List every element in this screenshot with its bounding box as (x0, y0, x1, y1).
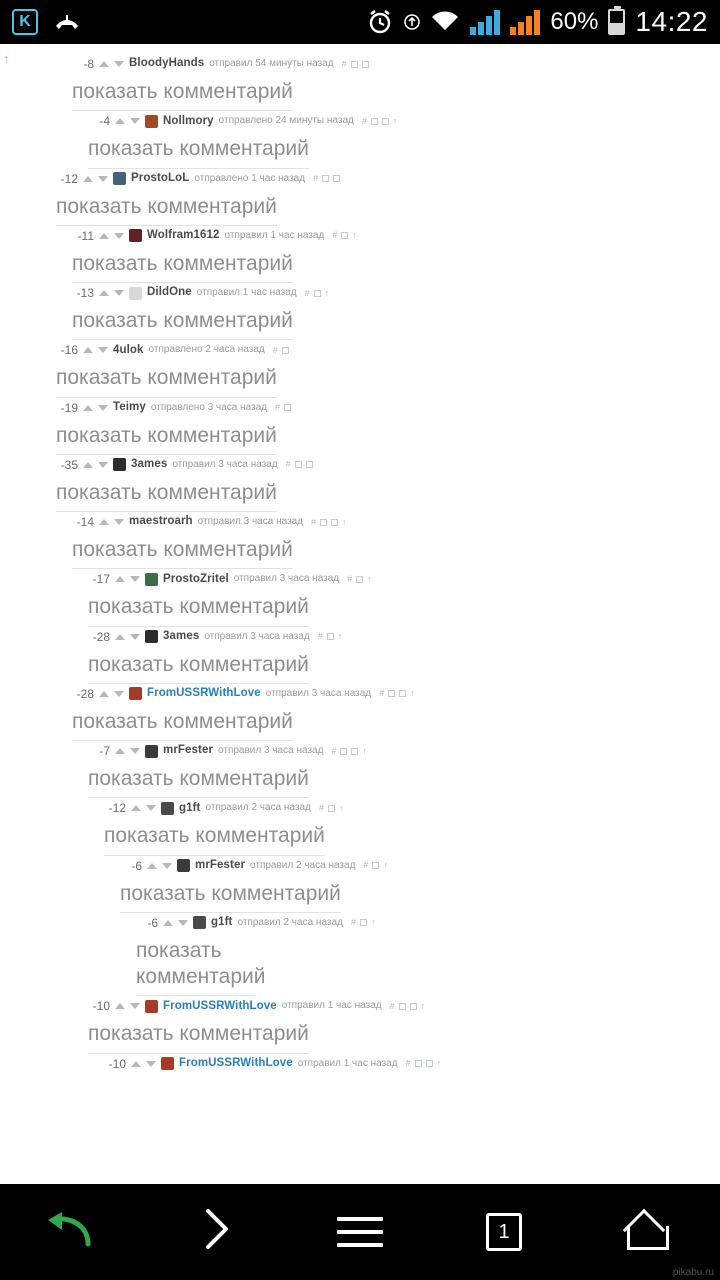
show-comment-link[interactable]: показать комментарий (88, 1016, 309, 1053)
browser-nav-bar (0, 1184, 720, 1280)
comment-box-icon[interactable] (295, 461, 302, 468)
comment-item (0, 56, 720, 111)
comment-box-icon[interactable] (333, 175, 340, 182)
comment-box-icon[interactable] (284, 404, 291, 411)
comment-anchor-icon[interactable]: # (317, 631, 323, 641)
vote-down-icon[interactable] (130, 576, 140, 582)
wifi-icon (430, 10, 460, 34)
comment-timestamp: отправил 2 часа назад (250, 859, 356, 871)
comment-author[interactable]: mrFester (163, 744, 214, 757)
comment-item (0, 514, 720, 569)
show-comment-link[interactable]: показать комментарий (88, 589, 309, 626)
comment-box-icon[interactable] (320, 519, 327, 526)
vote-up-icon[interactable] (99, 691, 109, 697)
comment-item (0, 285, 720, 340)
show-comment-link[interactable]: показать комментарий (72, 303, 293, 340)
comment-header (56, 400, 720, 416)
show-comment-link[interactable]: показать комментарий (88, 131, 309, 168)
avatar (129, 687, 142, 700)
comment-timestamp: отправлено 2 часа назад (148, 344, 265, 356)
comment-header (72, 56, 720, 72)
comment-actions (311, 518, 347, 527)
comment-item (0, 800, 720, 855)
comment-author[interactable]: mrFester (195, 858, 246, 871)
back-arrow-icon (44, 1204, 100, 1261)
comment-header (88, 743, 720, 759)
comment-parent-arrow-icon[interactable]: ↑ (367, 573, 372, 584)
comment-author[interactable]: ProstoLoL (131, 171, 190, 184)
forward-chevron-icon (201, 1207, 231, 1258)
show-comment-link[interactable]: показать комментарий (72, 532, 293, 569)
vote-down-icon[interactable] (114, 233, 124, 239)
status-bar (0, 0, 720, 44)
comment-actions (318, 632, 343, 641)
battery-percent-label: 60% (550, 8, 599, 35)
comment-parent-arrow-icon[interactable]: ↑ (410, 688, 415, 699)
vote-down-icon[interactable] (114, 290, 124, 296)
comment-score: -11 (77, 228, 94, 243)
comment-parent-arrow-icon[interactable]: ↑ (352, 230, 357, 241)
comment-header (56, 457, 720, 473)
show-comment-link[interactable]: показать комментарий (56, 189, 277, 226)
comment-score: -6 (131, 858, 142, 873)
vote-up-icon[interactable] (83, 405, 93, 411)
comment-box-icon[interactable] (341, 232, 348, 239)
comment-item (0, 113, 720, 168)
comment-timestamp: отправил 3 часа назад (265, 687, 372, 699)
comment-timestamp: отправлено 24 минуты назад (218, 115, 354, 127)
comment-item (0, 629, 720, 684)
comment-score: -12 (108, 801, 126, 816)
comment-header (56, 342, 720, 358)
comment-header (72, 686, 720, 702)
comment-author[interactable]: FromUSSRWithLove (179, 1056, 293, 1069)
comment-actions (351, 918, 376, 927)
comment-box-icon[interactable] (356, 576, 363, 583)
menu-button[interactable] (312, 1196, 408, 1268)
avatar (145, 745, 158, 758)
comment-anchor-icon[interactable]: # (405, 1058, 411, 1068)
comment-author[interactable]: ProstoZritel (163, 572, 229, 585)
show-comment-link[interactable]: показать комментарий (72, 704, 293, 741)
forward-button[interactable] (168, 1196, 264, 1268)
alarm-clock-icon (366, 8, 394, 36)
comment-parent-arrow-icon[interactable]: ↑ (420, 1000, 426, 1011)
comment-score: -19 (60, 400, 78, 415)
vote-down-icon[interactable] (130, 748, 140, 754)
status-bar-clock: 14:22 (635, 6, 708, 37)
vote-down-icon[interactable] (98, 405, 108, 411)
scroll-up-arrow-icon: ↑ (3, 51, 10, 66)
comment-timestamp: отправил 2 часа назад (205, 802, 311, 814)
comment-actions (275, 403, 291, 412)
show-comment-link[interactable]: показать комментарий (120, 876, 341, 913)
vote-up-icon[interactable] (131, 1061, 141, 1067)
comment-score: -35 (60, 457, 78, 472)
vote-down-icon[interactable] (130, 1003, 140, 1009)
comment-timestamp: отправил 3 часа назад (218, 745, 324, 756)
comment-anchor-icon[interactable]: # (361, 115, 367, 126)
vote-up-icon[interactable] (115, 1003, 125, 1009)
comment-score: -16 (60, 343, 78, 358)
comment-actions (332, 231, 357, 240)
comment-anchor-icon[interactable]: # (318, 802, 324, 813)
vote-up-icon[interactable] (83, 176, 93, 182)
comment-item (0, 858, 720, 913)
comment-actions (286, 460, 313, 469)
vote-up-icon[interactable] (99, 61, 109, 67)
comment-author[interactable]: Wolfram1612 (147, 229, 220, 241)
comment-actions (363, 861, 388, 870)
comment-author[interactable]: 3ames (131, 458, 168, 470)
comment-anchor-icon[interactable]: # (275, 402, 281, 412)
comment-header (72, 285, 720, 301)
comment-box-icon[interactable] (399, 1003, 406, 1010)
comment-timestamp: отправил 3 часа назад (197, 516, 304, 527)
comment-item (0, 743, 720, 798)
avatar (145, 573, 158, 586)
comment-anchor-icon[interactable]: # (311, 516, 317, 527)
comment-box-icon[interactable] (388, 690, 395, 697)
avatar (193, 916, 206, 929)
avatar (161, 1057, 174, 1070)
comment-header (88, 998, 720, 1014)
signal-bars-icon (470, 9, 500, 35)
comment-actions (331, 747, 367, 756)
comment-item (0, 915, 720, 997)
comment-timestamp: отправил 1 час назад (196, 287, 297, 298)
comment-score: -13 (76, 286, 94, 300)
avatar (145, 115, 158, 128)
comment-item (0, 342, 720, 397)
status-bar-right (366, 6, 708, 38)
comment-score: -10 (92, 999, 110, 1014)
comment-item (0, 998, 720, 1053)
vote-up-icon[interactable] (115, 118, 125, 124)
back-button[interactable] (24, 1196, 120, 1268)
comment-anchor-icon[interactable]: # (379, 688, 385, 699)
status-bar-left (12, 9, 80, 35)
avatar (145, 1000, 158, 1013)
comment-box-icon[interactable] (314, 290, 321, 297)
comment-item (0, 171, 720, 226)
kate-mobile-icon: K (12, 9, 38, 35)
vote-up-icon[interactable] (99, 290, 109, 296)
comment-score: -14 (76, 515, 94, 529)
vote-down-icon[interactable] (98, 176, 108, 182)
comment-parent-arrow-icon[interactable]: ↑ (392, 115, 398, 126)
comment-author[interactable]: BloodyHands (129, 57, 205, 70)
vote-down-icon[interactable] (130, 634, 140, 640)
comment-parent-arrow-icon[interactable]: ↑ (337, 631, 343, 641)
comment-actions (319, 804, 344, 813)
comment-box-icon[interactable] (415, 1060, 422, 1067)
comment-box-icon[interactable] (371, 118, 378, 125)
comment-box-icon[interactable] (382, 118, 389, 125)
comment-author[interactable]: g1ft (211, 916, 233, 928)
comment-anchor-icon[interactable]: # (350, 917, 356, 928)
vote-down-icon[interactable] (98, 347, 108, 353)
vote-up-icon[interactable] (163, 920, 173, 926)
comment-author[interactable]: Teimy (113, 400, 146, 413)
show-comment-link[interactable]: показать комментарий (56, 418, 277, 455)
comment-item (0, 228, 720, 283)
comment-timestamp: отправил 1 час назад (297, 1057, 398, 1069)
comment-actions (305, 289, 330, 298)
show-comment-link[interactable]: показать комментарий (56, 475, 277, 512)
comment-header (104, 1056, 720, 1072)
home-button[interactable] (600, 1196, 696, 1268)
comment-box-icon[interactable] (360, 919, 367, 926)
comment-anchor-icon[interactable]: # (389, 1000, 395, 1011)
show-comment-link[interactable]: показать комментарий (136, 933, 256, 997)
show-comment-link[interactable]: показать комментарий (104, 818, 325, 855)
comment-header (136, 915, 720, 931)
comment-author[interactable]: 4ulok (113, 343, 144, 356)
vote-up-icon[interactable] (83, 462, 93, 468)
comment-box-icon[interactable] (282, 347, 289, 354)
comment-anchor-icon[interactable]: # (331, 745, 337, 756)
home-icon (627, 1214, 669, 1250)
comment-anchor-icon[interactable]: # (304, 287, 310, 298)
comment-parent-arrow-icon[interactable]: ↑ (342, 516, 347, 527)
avatar (113, 172, 126, 185)
vote-down-icon[interactable] (146, 805, 156, 811)
comment-box-icon[interactable] (306, 461, 313, 468)
avatar (129, 287, 142, 300)
comment-item (0, 1056, 720, 1072)
comment-header (104, 800, 720, 816)
comment-score: -28 (92, 629, 110, 644)
signal-bars-orange-icon (510, 9, 540, 35)
comment-parent-arrow-icon[interactable]: ↑ (338, 802, 344, 813)
comment-actions (406, 1059, 442, 1068)
comment-author[interactable]: Nollmory (163, 114, 214, 127)
comment-score: -7 (99, 744, 110, 758)
comment-timestamp: отправил 1 час назад (224, 229, 325, 241)
comment-actions (362, 117, 398, 126)
vote-up-icon[interactable] (99, 519, 109, 525)
browser-viewport[interactable] (0, 44, 720, 1184)
avatar (177, 859, 190, 872)
comment-author[interactable]: g1ft (179, 801, 201, 814)
comment-box-icon[interactable] (399, 690, 406, 697)
comment-header (88, 571, 720, 587)
comment-box-icon[interactable] (322, 175, 329, 182)
avatar (161, 802, 174, 815)
tabs-button[interactable] (456, 1196, 552, 1268)
comment-box-icon[interactable] (331, 519, 338, 526)
comment-actions (347, 575, 372, 584)
comment-actions (342, 60, 369, 69)
show-comment-link[interactable]: показать комментарий (88, 647, 309, 684)
comment-author[interactable]: FromUSSRWithLove (163, 999, 277, 1012)
comment-header (72, 514, 720, 530)
comment-anchor-icon[interactable]: # (285, 459, 291, 470)
site-watermark: pikabu.ru (672, 1267, 714, 1278)
comment-item (0, 571, 720, 626)
comment-header (56, 171, 720, 187)
battery-icon (608, 9, 625, 35)
comment-parent-arrow-icon[interactable]: ↑ (324, 287, 330, 298)
comment-actions (273, 346, 289, 355)
comment-box-icon[interactable] (328, 805, 335, 812)
comment-score: -17 (92, 572, 110, 587)
comment-header (88, 113, 720, 129)
comment-anchor-icon[interactable]: # (272, 344, 278, 355)
show-comment-link[interactable]: показать комментарий (72, 246, 293, 283)
vote-down-icon[interactable] (114, 691, 124, 697)
hamburger-menu-icon (337, 1217, 383, 1247)
comment-item (0, 457, 720, 512)
vote-up-icon[interactable] (83, 347, 93, 353)
comment-actions (379, 689, 415, 698)
comment-timestamp: отправил 3 часа назад (204, 630, 310, 642)
comment-actions (390, 1002, 426, 1011)
vote-down-icon[interactable] (114, 519, 124, 525)
avatar (145, 630, 158, 643)
comment-timestamp: отправил 3 часа назад (172, 458, 278, 470)
comment-score: -28 (76, 686, 94, 701)
upload-arrow-icon (404, 13, 420, 31)
comment-actions (313, 174, 340, 183)
show-comment-link[interactable]: показать комментарий (72, 74, 293, 111)
vote-down-icon[interactable] (98, 462, 108, 468)
comment-parent-arrow-icon[interactable]: ↑ (362, 745, 367, 756)
missed-call-icon (54, 12, 80, 32)
avatar (129, 229, 142, 242)
comment-box-icon[interactable] (340, 748, 347, 755)
comment-anchor-icon[interactable]: # (332, 230, 338, 241)
comment-item (0, 400, 720, 455)
comment-author[interactable]: 3ames (163, 629, 200, 642)
vote-down-icon[interactable] (146, 1061, 156, 1067)
comment-parent-arrow-icon[interactable]: ↑ (370, 917, 376, 928)
comment-author[interactable]: FromUSSRWithLove (147, 687, 261, 699)
vote-up-icon[interactable] (115, 634, 125, 640)
comment-timestamp: отправлено 1 час назад (194, 172, 306, 184)
vote-up-icon[interactable] (131, 805, 141, 811)
comment-anchor-icon[interactable]: # (363, 860, 369, 870)
comment-box-icon[interactable] (362, 61, 369, 68)
vote-down-icon[interactable] (178, 920, 188, 926)
comment-timestamp: отправлено 3 часа назад (150, 401, 268, 413)
comment-score: -12 (60, 171, 78, 186)
comment-thread (0, 44, 720, 1072)
comment-score: -6 (147, 915, 158, 930)
comment-box-icon[interactable] (410, 1003, 417, 1010)
comment-header (88, 629, 720, 645)
comment-box-icon[interactable] (372, 862, 379, 869)
vote-down-icon[interactable] (114, 61, 124, 67)
comment-anchor-icon[interactable]: # (347, 573, 353, 584)
show-comment-link[interactable]: показать комментарий (88, 761, 309, 798)
comment-score: -10 (108, 1056, 126, 1071)
comment-header (120, 858, 720, 874)
comment-score: -8 (83, 57, 94, 71)
comment-box-icon[interactable] (351, 748, 358, 755)
tab-count-icon: 1 (486, 1213, 522, 1251)
comment-timestamp: отправил 54 минуты назад (209, 58, 334, 69)
comment-author[interactable]: maestroarh (129, 515, 193, 528)
comment-timestamp: отправил 2 часа назад (237, 916, 343, 928)
vote-down-icon[interactable] (130, 118, 140, 124)
comment-timestamp: отправил 3 часа назад (233, 573, 340, 585)
comment-box-icon[interactable] (351, 61, 358, 68)
comment-box-icon[interactable] (327, 633, 334, 640)
comment-anchor-icon[interactable]: # (341, 58, 347, 69)
comment-score: -4 (99, 114, 110, 129)
comment-timestamp: отправил 1 час назад (281, 1000, 382, 1012)
comment-item (0, 686, 720, 741)
vote-up-icon[interactable] (115, 748, 125, 754)
comment-parent-arrow-icon[interactable]: ↑ (436, 1058, 442, 1068)
comment-anchor-icon[interactable]: # (313, 173, 319, 183)
vote-up-icon[interactable] (99, 233, 109, 239)
vote-up-icon[interactable] (147, 863, 157, 869)
comment-header (72, 228, 720, 244)
avatar (113, 458, 126, 471)
comment-author[interactable]: DildOne (147, 286, 192, 299)
show-comment-link[interactable]: показать комментарий (56, 360, 277, 397)
comment-parent-arrow-icon[interactable]: ↑ (383, 860, 388, 870)
vote-down-icon[interactable] (162, 863, 172, 869)
vote-up-icon[interactable] (115, 576, 125, 582)
comment-box-icon[interactable] (426, 1060, 433, 1067)
